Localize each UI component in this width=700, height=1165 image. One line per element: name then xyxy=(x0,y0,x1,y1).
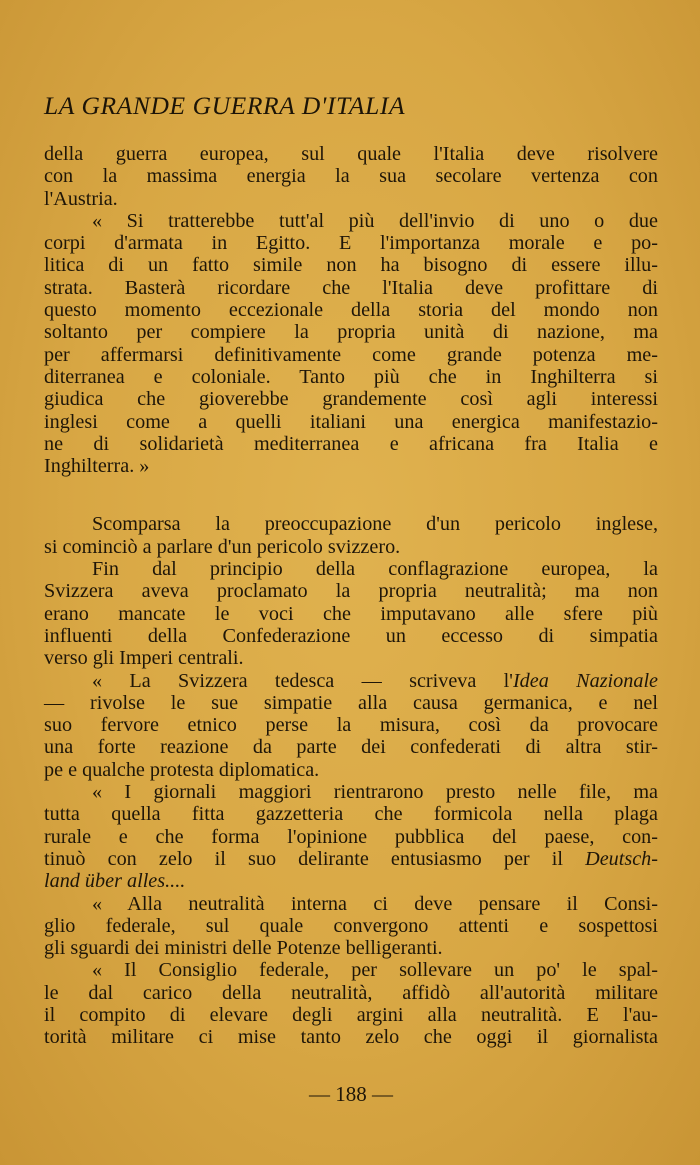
text-line: per affermarsi definitivamente come grande potenza me- xyxy=(44,343,658,366)
text-line xyxy=(44,870,658,892)
paragraph-5 xyxy=(44,670,658,781)
text-line: suo fervore etnico perse la misura, così da provocare xyxy=(44,714,658,737)
text-line: litica di un fatto simile non ha bisogno di essere illu- xyxy=(44,254,658,277)
running-head: LA GRANDE GUERRA D'ITALIA xyxy=(44,91,406,120)
italic-title: Idea Nazionale xyxy=(512,669,659,692)
text-line xyxy=(44,848,658,870)
text-line: « Si tratterebbe tutt'al più dell'invio di uno o due xyxy=(92,209,658,232)
text-line: influenti della Confederazione un eccesso di simpatia xyxy=(44,624,658,647)
text-line: soltanto per compiere la propria unità di nazione, ma xyxy=(44,321,658,344)
paragraph-4 xyxy=(44,558,658,669)
text-line: Inghilterra. » xyxy=(44,455,150,478)
text-line: una forte reazione da parte dei confederati di altra stir- xyxy=(44,736,658,759)
text-line: diterranea e coloniale. Tanto più che in Inghilterra si xyxy=(44,365,658,388)
text-line: si cominciò a parlare d'un pericolo svizzero. xyxy=(44,535,401,558)
paragraph-1 xyxy=(44,143,658,210)
text-line: il compito di elevare degli argini alla neutralità. E l'au- xyxy=(44,1003,658,1026)
italic-phrase: land über alles.... xyxy=(44,870,186,893)
text-line: Fin dal principio della conflagrazione europea, la xyxy=(92,558,658,581)
text-line: torità militare ci mise tanto zelo che oggi il giornalista xyxy=(44,1026,658,1049)
text-line: — rivolse le sue simpatie alla causa germanica, e nel xyxy=(44,691,658,714)
text-line: l'Austria. xyxy=(44,187,118,210)
text-line: strata. Basterà ricordare che l'Italia deve profittare di xyxy=(44,276,658,299)
paragraph-6 xyxy=(44,781,658,892)
text-line: erano mancate le voci che imputavano alle sfere più xyxy=(44,602,658,625)
text-line: gli sguardi dei ministri delle Potenze belligeranti. xyxy=(44,937,443,960)
text-line: « Il Consiglio federale, per sollevare un po' le spal- xyxy=(92,959,658,982)
text-line: pe e qualche protesta diplomatica. xyxy=(44,758,320,781)
text-line: della guerra europea, sul quale l'Italia deve risolvere xyxy=(44,143,658,165)
text-line: corpi d'armata in Egitto. E l'importanza morale e po- xyxy=(44,232,658,255)
page-number: — 188 — xyxy=(309,1082,393,1106)
text-line: le dal carico della neutralità, affidò all'autorità militare xyxy=(44,981,658,1004)
text-line: rurale e che forma l'opinione pubblica del paese, con- xyxy=(44,825,658,848)
text-line: « I giornali maggiori rientrarono presto nelle file, ma xyxy=(92,781,658,804)
text-fragment: tinuò con zelo il suo delirante entusiasmo per il xyxy=(44,847,586,870)
text-line: « Alla neutralità interna ci deve pensare il Consi- xyxy=(92,892,658,915)
paragraph-7 xyxy=(44,893,658,960)
paragraph-2 xyxy=(44,210,658,478)
italic-phrase: Deutsch- xyxy=(585,847,658,870)
text-line: con la massima energia la sua secolare vertenza con xyxy=(44,165,658,188)
paragraph-3 xyxy=(44,513,658,558)
text-line: tutta quella fitta gazzetteria che formicola nella plaga xyxy=(44,803,658,826)
text-line: inglesi come a quelli italiani una energica manifestazio- xyxy=(44,410,658,433)
text-line: Scomparsa la preoccupazione d'un pericolo inglese, xyxy=(92,513,658,536)
text-fragment: « La Svizzera tedesca — scriveva l' xyxy=(92,669,513,692)
text-line: ne di solidarietà mediterranea e africana fra Italia e xyxy=(44,432,658,455)
paragraph-8 xyxy=(44,959,658,1048)
text-line: Svizzera aveva proclamato la propria neutralità; ma non xyxy=(44,580,658,603)
text-line: giudica che gioverebbe grandemente così agli interessi xyxy=(44,388,658,411)
text-line: verso gli Imperi centrali. xyxy=(44,647,244,670)
text-line: glio federale, sul quale convergono attenti e sospettosi xyxy=(44,914,658,937)
text-line xyxy=(44,670,658,692)
book-page xyxy=(44,0,658,1165)
text-line: questo momento eccezionale della storia del mondo non xyxy=(44,299,658,322)
page-body xyxy=(44,143,658,1049)
